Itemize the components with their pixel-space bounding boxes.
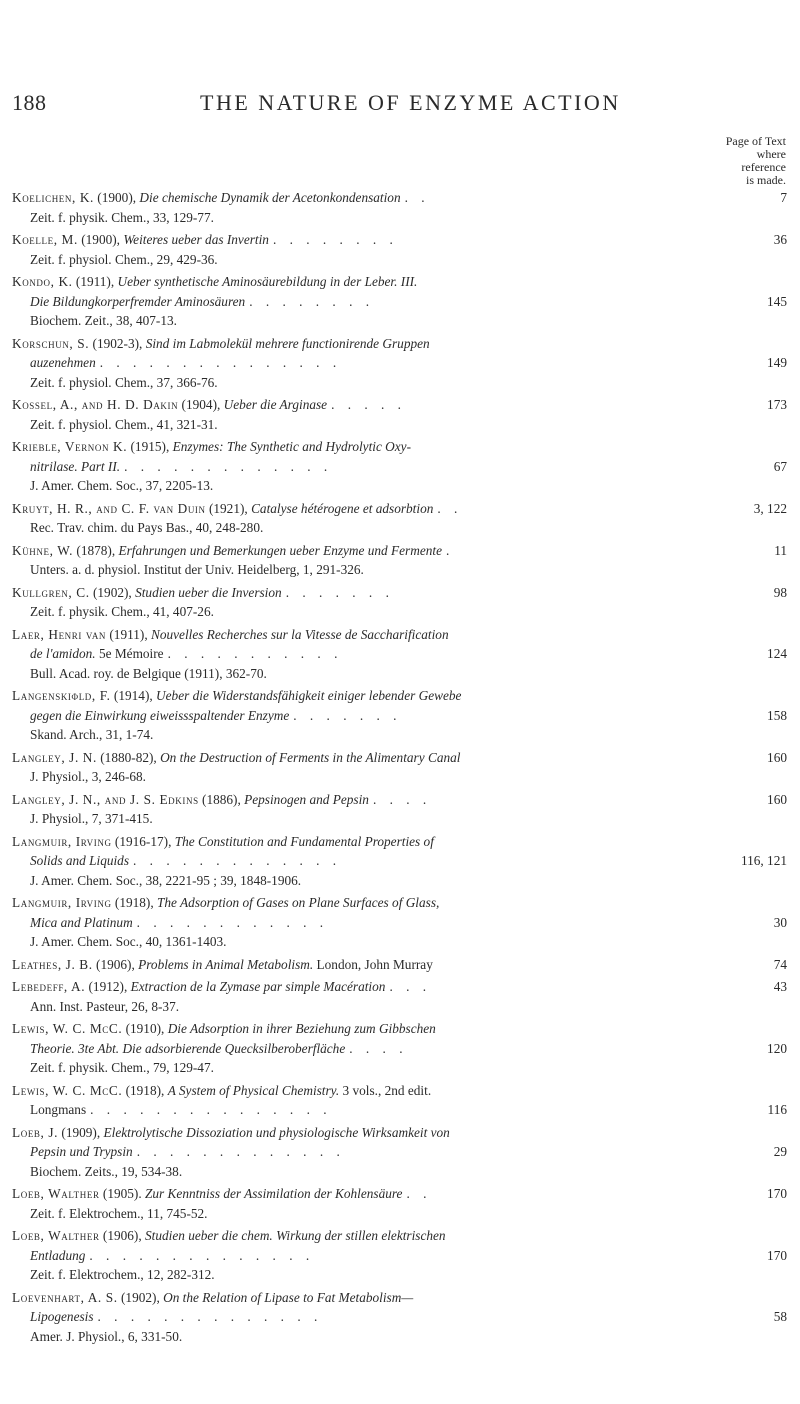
entry-source: Ann. Inst. Pasteur, 26, 8-37.: [30, 998, 180, 1014]
page-reference: 11: [770, 541, 787, 561]
entry-year: (1911),: [106, 626, 151, 642]
bibliography-entry: [12, 188, 787, 227]
entry-extra: 3 vols., 2nd edit.: [339, 1082, 432, 1098]
page-reference: 98: [770, 583, 787, 603]
entry-source: Zeit. f. physik. Chem., 33, 129-77.: [30, 209, 214, 225]
entry-heading-line: [12, 832, 787, 852]
entry-continuation-line: [12, 932, 787, 952]
entry-continuation-line: [12, 1039, 787, 1059]
entry-title: Elektrolytische Dissoziation und physiologische Wirksamkeit von: [103, 1124, 450, 1140]
entry-continuation-line: [12, 602, 787, 622]
page-reference: 67: [770, 457, 787, 477]
entry-continuation-line: [12, 725, 787, 745]
bibliography-entry: [12, 1081, 787, 1120]
entry-continuation-line: [12, 292, 787, 312]
leader-dots: . . . . . . . . . . . . .: [136, 1144, 345, 1159]
entry-title: The Constitution and Fundamental Properties of: [174, 833, 434, 849]
entry-title: Erfahrungen und Bemerkungen ueber Enzyme und Fermente: [118, 542, 442, 558]
entry-heading-line: [12, 395, 787, 415]
entry-year: (1906),: [92, 956, 139, 972]
entry-continuation-line: [12, 373, 787, 393]
entry-author: Lebedeff, A.: [12, 979, 86, 994]
page-reference: 29: [770, 1142, 787, 1162]
page-reference: 173: [763, 395, 787, 415]
entry-year: (1912),: [85, 979, 131, 994]
page-reference: 30: [770, 913, 787, 933]
page-reference: 170: [763, 1184, 787, 1204]
entry-source: Zeit. f. Elektrochem., 11, 745-52.: [30, 1205, 208, 1221]
entry-author: Korschun, S.: [12, 335, 90, 351]
entry-author: Langmuir, Irving: [12, 895, 112, 910]
entry-year: (1916-17),: [111, 833, 175, 849]
entry-year: (1915),: [127, 439, 173, 454]
entry-title: Entladung: [30, 1247, 86, 1263]
entry-heading-line: [12, 1123, 787, 1143]
page-reference: 160: [763, 748, 787, 768]
leader-dots: . .: [404, 190, 430, 205]
entry-continuation-line: [12, 664, 787, 684]
bibliography-entry: [12, 583, 787, 622]
entry-source: Longmans: [30, 1102, 87, 1117]
entry-heading-line: [12, 1226, 787, 1246]
entry-author: Loevenhart, A. S.: [12, 1289, 118, 1305]
entry-author: Lewis, W. C. McC.: [12, 1021, 123, 1036]
entry-heading-line: [12, 583, 787, 603]
entry-continuation-line: [12, 1162, 787, 1182]
bibliography-entry: [12, 1288, 787, 1347]
entry-extra: London, John Murray: [313, 956, 433, 972]
entry-source: Zeit. f. physik. Chem., 79, 129-47.: [30, 1060, 214, 1075]
entry-title: Catalyse hétérogene et adsorbtion: [251, 500, 434, 516]
entry-heading-line: [12, 1288, 787, 1308]
page-reference: 170: [763, 1246, 787, 1266]
page-reference: 120: [763, 1039, 787, 1059]
page-reference: 36: [770, 230, 787, 250]
entry-author: Koelle, M.: [12, 232, 78, 247]
entry-continuation-line: [12, 457, 787, 477]
page-number: 188: [12, 90, 47, 115]
leader-dots: . . . . .: [331, 397, 406, 412]
bibliography-entry: [12, 499, 787, 538]
entry-title: Die Bildungkorperfremder Aminosäuren: [30, 293, 246, 309]
bibliography-entry: [12, 1226, 787, 1285]
entry-heading-line: [12, 686, 787, 706]
entry-title: On the Relation of Lipase to Fat Metabolism—: [163, 1289, 414, 1305]
entry-author: Langenskiφld, F.: [12, 688, 111, 703]
entry-author: Kossel, A., and H. D. Dakin: [12, 397, 179, 412]
bibliography-entry: [12, 230, 787, 269]
entry-source: Zeit. f. physiol. Chem., 37, 366-76.: [30, 374, 218, 390]
bibliography-entry: [12, 1019, 787, 1078]
entry-year: (1906),: [99, 1228, 145, 1243]
leader-dots: . . . . . . . . . . . . . . .: [90, 1102, 332, 1117]
entry-title: Extraction de la Zymase par simple Macération: [130, 979, 386, 994]
bibliography-entry: [12, 955, 787, 975]
entry-year: (1904),: [178, 397, 224, 412]
entry-heading-line: [12, 230, 787, 250]
entry-year: (1914),: [110, 688, 157, 703]
reference-column-note: [676, 135, 786, 187]
entry-continuation-line: [12, 518, 787, 538]
entry-continuation-line: [12, 1058, 787, 1078]
page-reference: 158: [763, 706, 787, 726]
entry-heading-line: [12, 893, 787, 913]
entry-source: Skand. Arch., 31, 1-74.: [30, 727, 154, 742]
leader-dots: . .: [406, 1186, 432, 1201]
entry-year: (1918),: [122, 1082, 168, 1098]
entry-heading-line: [12, 272, 787, 292]
entry-year: (1902-3),: [89, 335, 146, 351]
entry-author: Langley, J. N.: [12, 749, 97, 765]
leader-dots: . . . . . . . . . . . . . . .: [99, 355, 342, 370]
entry-source: Zeit. f. Elektrochem., 12, 282-312.: [30, 1267, 215, 1282]
entry-source: Rec. Trav. chim. du Pays Bas., 40, 248-280.: [30, 520, 264, 535]
column-note-line: reference: [741, 160, 786, 174]
entry-heading-line: [12, 748, 787, 768]
entry-title: Problems in Animal Metabolism.: [138, 956, 314, 972]
bibliography-entry: [12, 832, 787, 891]
entry-title: The Adsorption of Gases on Plane Surfaces of Glass,: [157, 895, 440, 910]
entry-continuation-line: [12, 767, 787, 787]
entry-extra: 5e Mémoire: [95, 646, 164, 661]
entry-year: (1900),: [77, 232, 124, 247]
entry-source: Unters. a. d. physiol. Institut der Univ. Heidelberg, 1, 291-326.: [30, 562, 364, 577]
entry-continuation-line: [12, 1246, 787, 1266]
leader-dots: . . . . . . . . . . . . . .: [89, 1247, 315, 1263]
entry-title: On the Destruction of Ferments in the Alimentary Canal: [160, 749, 461, 765]
entry-author: Kondo, K.: [12, 274, 73, 289]
entry-continuation-line: [12, 311, 787, 331]
entry-source: Zeit. f. physik. Chem., 41, 407-26.: [30, 604, 214, 619]
entry-year: (1921),: [205, 500, 252, 516]
running-title: THE NATURE OF ENZYME ACTION: [200, 90, 621, 115]
entry-source: J. Amer. Chem. Soc., 38, 2221-95 ; 39, 1848-1906.: [30, 872, 302, 888]
entry-title: Nouvelles Recherches sur la Vitesse de Saccharification: [150, 626, 449, 642]
page-reference: 7: [776, 188, 787, 208]
entry-year: (1911),: [72, 274, 118, 289]
entry-heading-line: [12, 1019, 787, 1039]
entry-heading-line: [12, 977, 787, 997]
entry-heading-line: [12, 1081, 787, 1101]
entry-title: A System of Physical Chemistry.: [167, 1082, 340, 1098]
entry-title: Ueber die Widerstandsfähigkeit einiger lebender Gewebe: [156, 688, 462, 703]
entry-year: (1886),: [198, 791, 245, 807]
entry-title: Studien ueber die chem. Wirkung der stillen elektrischen: [145, 1228, 446, 1243]
bibliography-entry: [12, 1123, 787, 1182]
entry-continuation-line: [12, 250, 787, 270]
entry-continuation-line: [12, 871, 787, 891]
entry-year: (1880-82),: [96, 749, 161, 765]
entry-title: Pepsinogen and Pepsin: [244, 791, 369, 807]
bibliography-entry: [12, 748, 787, 787]
page-reference: 58: [770, 1307, 787, 1327]
entry-continuation-line: [12, 1327, 787, 1347]
entry-source: J. Amer. Chem. Soc., 37, 2205-13.: [30, 478, 214, 493]
page-reference: 74: [770, 955, 787, 975]
entry-title: Lipogenesis: [30, 1309, 94, 1324]
leader-dots: .: [445, 542, 455, 558]
page-reference: 160: [763, 790, 787, 810]
entry-heading-line: [12, 188, 787, 208]
page-reference: 145: [763, 292, 787, 312]
bibliography-entry: [12, 686, 787, 745]
entry-title: Ueber die Arginase: [223, 397, 328, 412]
entry-continuation-line: [12, 208, 787, 228]
bibliography-entry: [12, 893, 787, 952]
entry-continuation-line: [12, 644, 787, 664]
entry-author: Kruyt, H. R., and C. F. van Duin: [12, 500, 206, 516]
entry-source: J. Physiol., 3, 246-68.: [30, 769, 146, 784]
entry-title: Solids and Liquids: [30, 853, 130, 868]
entry-title: gegen die Einwirkung eiweissspaltender Enzyme: [30, 707, 290, 723]
entry-author: Langley, J. N., and J. S. Edkins: [12, 791, 199, 807]
entry-title: Die Adsorption in ihrer Beziehung zum Gibbschen: [167, 1021, 436, 1036]
entry-continuation-line: [12, 1100, 787, 1120]
entry-heading-line: [12, 790, 787, 810]
page-reference: 124: [763, 644, 787, 664]
leader-dots: . . . . . . . . . . . . .: [124, 458, 333, 474]
entry-source: Biochem. Zeit., 38, 407-13.: [30, 313, 177, 328]
bibliography-entry: [12, 334, 787, 393]
entry-heading-line: [12, 437, 787, 457]
leader-dots: . . . . . . . .: [272, 232, 398, 247]
page-reference: 3, 122: [750, 499, 787, 519]
leader-dots: . . . .: [349, 1040, 408, 1056]
entry-title: Theorie. 3te Abt. Die adsorbierende Quecksilberoberfläche: [30, 1040, 346, 1056]
page-reference: 116, 121: [737, 851, 787, 871]
entry-continuation-line: [12, 415, 787, 435]
page-reference: 43: [770, 977, 787, 997]
entry-author: Loeb, Walther: [12, 1228, 100, 1243]
column-note-line: Page of Text: [725, 134, 786, 148]
entry-year: (1902),: [89, 584, 136, 600]
entry-continuation-line: [12, 809, 787, 829]
bibliography-list: [12, 188, 787, 1349]
entry-heading-line: [12, 625, 787, 645]
entry-author: Koelichen, K.: [12, 190, 94, 205]
entry-continuation-line: [12, 1204, 787, 1224]
entry-title: Studien ueber die Inversion: [135, 584, 282, 600]
entry-source: Amer. J. Physiol., 6, 331-50.: [30, 1328, 183, 1344]
page-header: [0, 90, 800, 124]
entry-title: Zur Kenntniss der Assimilation der Kohlensäure: [145, 1186, 403, 1201]
page-reference: 116: [764, 1100, 787, 1120]
entry-continuation-line: [12, 851, 787, 871]
entry-title: Weiteres ueber das Invertin: [123, 232, 269, 247]
bibliography-entry: [12, 437, 787, 496]
bibliography-entry: [12, 1184, 787, 1223]
leader-dots: . . . . . . . . . . . .: [136, 914, 329, 930]
entry-title: de l'amidon.: [30, 646, 96, 661]
bibliography-entry: [12, 272, 787, 331]
leader-dots: . . . . . . . . . . .: [167, 646, 343, 661]
leader-dots: . . . . . . .: [293, 707, 402, 723]
entry-year: (1878),: [73, 542, 119, 558]
entry-heading-line: [12, 1184, 787, 1204]
bibliography-entry: [12, 790, 787, 829]
entry-continuation-line: [12, 1142, 787, 1162]
entry-title: Die chemische Dynamik der Acetonkondensation: [139, 190, 401, 205]
entry-continuation-line: [12, 476, 787, 496]
entry-year: (1918),: [111, 895, 158, 910]
entry-heading-line: [12, 334, 787, 354]
entry-source: J. Amer. Chem. Soc., 40, 1361-1403.: [30, 934, 227, 949]
leader-dots: . .: [437, 500, 463, 516]
entry-source: J. Physiol., 7, 371-415.: [30, 811, 153, 826]
entry-heading-line: [12, 955, 787, 975]
entry-source: Zeit. f. physiol. Chem., 41, 321-31.: [30, 416, 218, 432]
entry-source: Bull. Acad. roy. de Belgique (1911), 362-70.: [30, 665, 267, 681]
entry-author: Loeb, Walther: [12, 1186, 100, 1201]
entry-continuation-line: [12, 353, 787, 373]
leader-dots: . . . . . . . .: [249, 293, 375, 309]
entry-continuation-line: [12, 706, 787, 726]
entry-title: Ueber synthetische Aminosäurebildung in der Leber. III.: [117, 274, 418, 289]
entry-source: Biochem. Zeits., 19, 534-38.: [30, 1163, 183, 1179]
entry-author: Langmuir, Irving: [12, 833, 112, 849]
entry-author: Leathes, J. B.: [12, 956, 93, 972]
bibliography-entry: [12, 977, 787, 1016]
column-note-line: is made.: [746, 173, 786, 187]
leader-dots: . . . . . . . . . . . . .: [133, 853, 342, 868]
entry-author: Lewis, W. C. McC.: [12, 1082, 123, 1098]
entry-continuation-line: [12, 560, 787, 580]
entry-heading-line: [12, 541, 787, 561]
entry-author: Kullgren, C.: [12, 584, 90, 600]
entry-title: nitrilase. Part II.: [30, 458, 121, 474]
entry-author: Kühne, W.: [12, 542, 74, 558]
entry-continuation-line: [12, 997, 787, 1017]
leader-dots: . . . .: [372, 791, 432, 807]
entry-heading-line: [12, 499, 787, 519]
entry-title: auzenehmen: [30, 355, 96, 370]
entry-year: (1902),: [117, 1289, 164, 1305]
entry-year: (1909),: [58, 1124, 104, 1140]
entry-continuation-line: [12, 1265, 787, 1285]
entry-title: Pepsin und Trypsin: [30, 1144, 133, 1159]
bibliography-entry: [12, 625, 787, 684]
bibliography-entry: [12, 541, 787, 580]
leader-dots: . . . . . . . . . . . . . .: [97, 1309, 323, 1324]
bibliography-entry: [12, 395, 787, 434]
entry-author: Laer, Henri van: [12, 626, 107, 642]
entry-author: Krieble, Vernon K.: [12, 439, 128, 454]
entry-title: Enzymes: The Synthetic and Hydrolytic Oxy-: [172, 439, 412, 454]
entry-title: Sind im Labmolekül mehrere functionirende Gruppen: [145, 335, 430, 351]
entry-source: Zeit. f. physiol. Chem., 29, 429-36.: [30, 251, 218, 267]
page-reference: 149: [763, 353, 787, 373]
entry-continuation-line: [12, 1307, 787, 1327]
leader-dots: . . . . . . .: [285, 584, 394, 600]
entry-author: Loeb, J.: [12, 1124, 59, 1140]
entry-year: (1905).: [99, 1186, 145, 1201]
column-note-line: where: [756, 147, 786, 161]
entry-year: (1900),: [93, 190, 140, 205]
leader-dots: . . .: [389, 979, 432, 994]
entry-title: Mica and Platinum: [30, 914, 133, 930]
entry-continuation-line: [12, 913, 787, 933]
entry-year: (1910),: [122, 1021, 168, 1036]
